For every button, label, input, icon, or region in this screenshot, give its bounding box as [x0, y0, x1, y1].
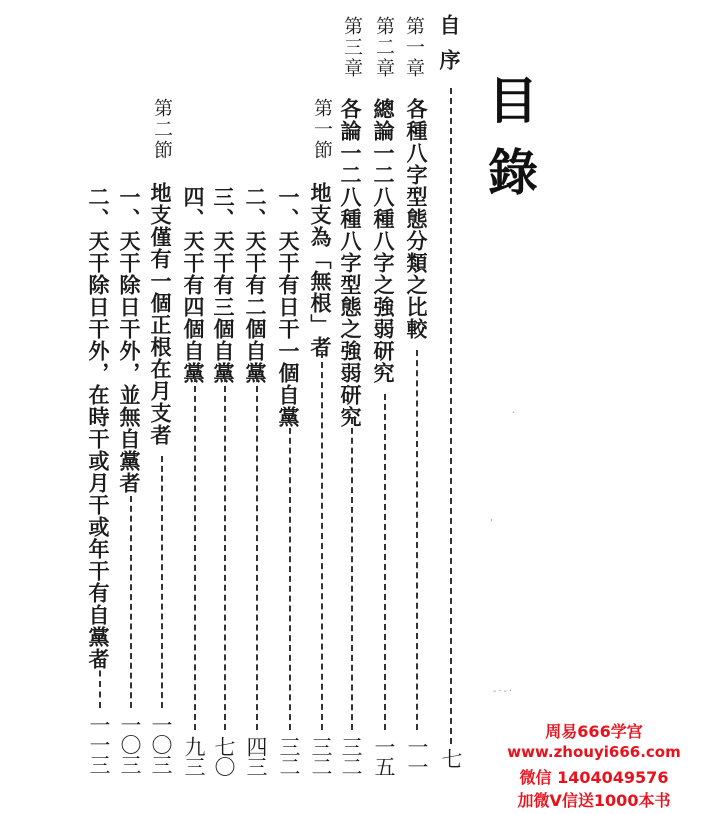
leader-line: [161, 456, 163, 708]
watermark-line: 微信 1404049576: [519, 768, 669, 787]
leader-line: [194, 376, 196, 730]
toc-entry-subsection[interactable]: 二、天干有二個自黨: [243, 186, 268, 384]
leader-line: [321, 352, 323, 730]
leader-line: [416, 350, 418, 730]
toc-title: 目錄: [480, 74, 539, 218]
chapter-label: 第二章: [373, 16, 395, 79]
page-number: 七〇: [212, 736, 236, 776]
chapter-label: 第一章: [403, 16, 425, 79]
leader-line: [256, 376, 258, 730]
page-number: 三二: [339, 736, 363, 776]
scan-speck: ,: [490, 512, 494, 523]
watermark-line: 加微V信送1000本书: [517, 791, 671, 810]
page-number: 三二: [277, 736, 301, 776]
toc-entry-chapter-2[interactable]: 總論一二八種八字之強弱研究: [371, 98, 396, 384]
page-number: 一一: [405, 736, 429, 776]
toc-entry-subsection[interactable]: 四、天干有四個自黨: [181, 186, 206, 384]
toc-entry-section-1[interactable]: 地支為「無根」者: [308, 182, 333, 358]
toc-entry-subsection[interactable]: 一、天干有日干一個自黨: [276, 186, 301, 428]
section-label: 第二節: [151, 98, 173, 161]
page-number: 一〇三: [149, 714, 173, 774]
toc-entry-subsection[interactable]: 一、天干除日干外，並無自黨者: [117, 186, 142, 494]
page-number: 一五: [372, 736, 396, 776]
leader-line: [99, 660, 101, 708]
page-number: 一一三: [87, 714, 111, 774]
leader-line: [289, 418, 291, 730]
page-number: 七: [439, 748, 463, 768]
toc-entry-subsection[interactable]: 三、天干有三個自黨: [211, 186, 236, 384]
page-number: 一〇三: [118, 714, 142, 774]
section-label: 第一節: [311, 98, 333, 161]
leader-line: [224, 376, 226, 730]
toc-entry-subsection[interactable]: 二、天干除日干外，在時干或月干或年干有自黨者: [86, 186, 111, 670]
toc-entry-chapter-1[interactable]: 各種八字型態分類之比較: [404, 98, 429, 340]
leader-line: [384, 394, 386, 730]
leader-line: [351, 418, 353, 730]
toc-entry-section-2[interactable]: 地支僅有一個正根在月支者: [148, 182, 173, 446]
leader-line: [130, 496, 132, 708]
page-number: 九三: [182, 736, 206, 776]
page-number: 四三: [244, 736, 268, 776]
scan-speck: -·-·: [493, 686, 515, 697]
toc-entry-chapter-3[interactable]: 各論一二八種八字型態之強弱研究: [338, 98, 363, 428]
page-number: 三二: [309, 736, 333, 776]
chapter-label: 第三章: [341, 16, 363, 79]
leader-line: [450, 88, 452, 744]
toc-entry-preface[interactable]: 自序: [437, 14, 462, 84]
watermark-url[interactable]: www.zhouyi666.com: [507, 743, 681, 761]
watermark-line: 周易666学宫: [545, 722, 643, 741]
scan-speck: ·: [512, 408, 516, 419]
